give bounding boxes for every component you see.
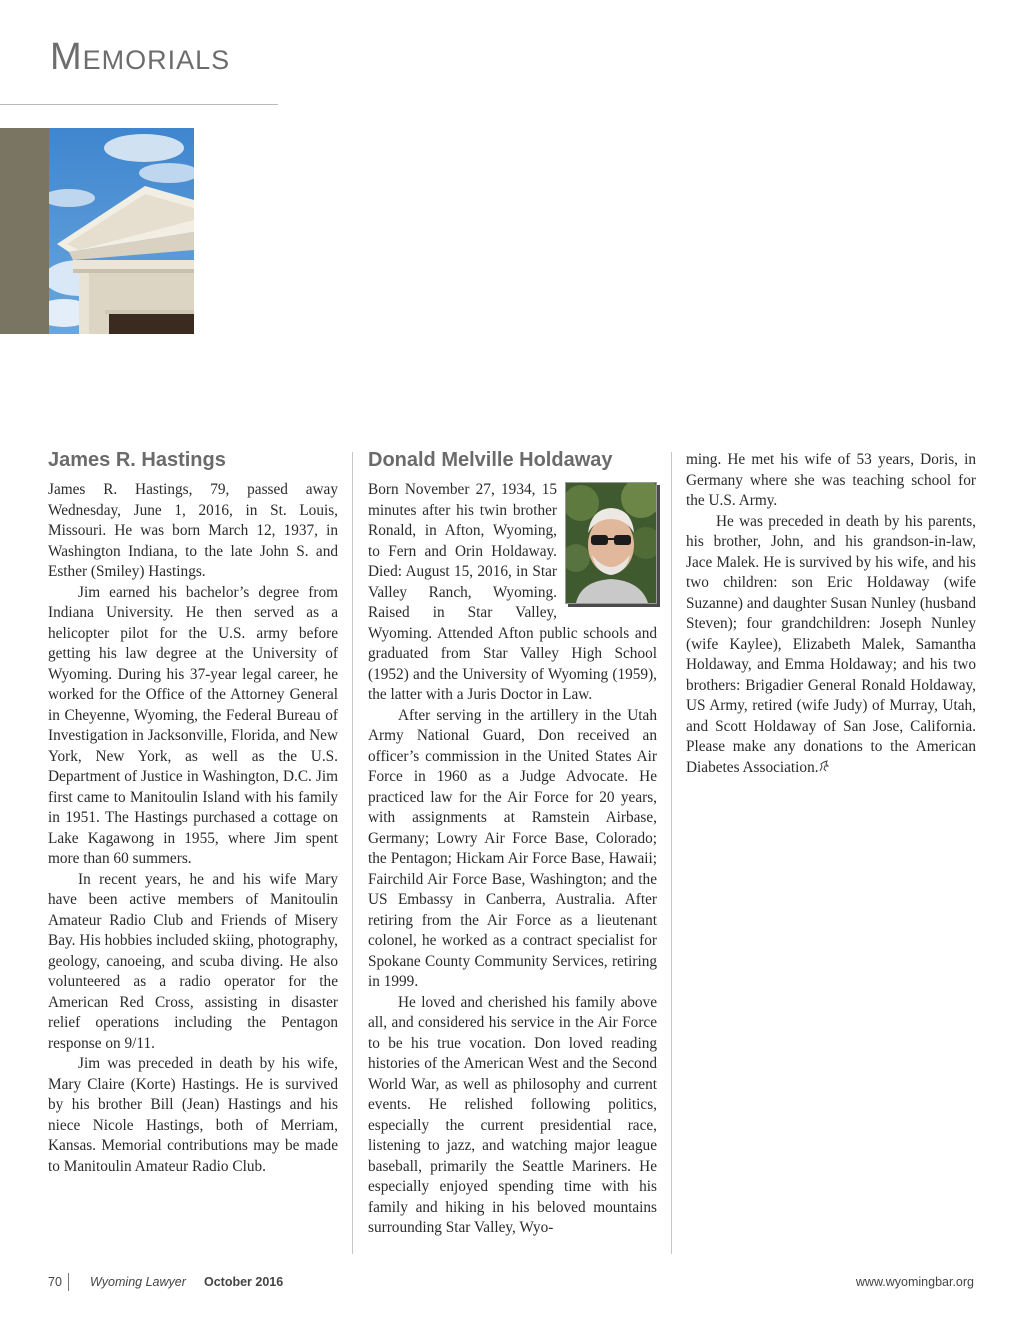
paragraph: Jim earned his bachelor’s degree from Indiana University. He then served as a helicopter pilot for the U.S. army before getting his law degree at the University of Wyoming. During his 37-year legal career, he worked for the Office of the Attorney General in Cheyenne, Wyoming, the Federal Bureau of Investigation in Jacksonville, Florida, and New York, New York, as well as the U.S. Department of Justice in Washington, D.C. Jim first came to Manitoulin Island with his family in 1951. The Hastings purchased a cottage on Lake Kagawong in 1955, where Jim spent more than 60 summers. — [48, 583, 338, 867]
memorial-heading: James R. Hastings — [48, 449, 226, 471]
paragraph-text: He was preceded in death by his parents, his brother, John, and his grandson-in-law, Jace Malek. He is survived by his wife, and his two children: son Eric Holdaway (wife Suzanne) and daughter Susan Nunley (husband Steven); four grandchildren: Joseph Nunley (wife Kaylee), Elizabeth Malek, Samantha Holdaway, and Emma Holdaway; and his two brothers: Brigadier General Ronald Holdaway, US Army, retired (wife Judy) of Murray, Utah, and Scott Holdaway of San Jose, California. Please make any donations to the American Diabetes Association. — [686, 512, 976, 776]
paragraph: James R. Hastings, 79, passed away Wednesday, June 1, 2016, in St. Louis, Missouri. He was born March 12, 1937, in Washington Indiana, to the late John S. and Esther (Smiley) Hastings. — [48, 481, 338, 580]
paragraph-with-end-mark — [686, 512, 976, 779]
page-number: 70 — [48, 1275, 62, 1289]
paragraph: ming. He met his wife of 53 years, Doris, in Germany where she was teaching school for the U.S. Army. — [686, 451, 976, 509]
photo-side-band — [0, 128, 49, 334]
issue-date: October 2016 — [204, 1275, 284, 1289]
donald-holdaway-portrait-photo — [566, 483, 656, 603]
section-title: Memorials — [50, 36, 231, 78]
page-footer — [48, 1273, 974, 1293]
paragraph: He loved and cherished his family above all, and considered his service in the Air Force to be his true vocation. Don loved reading histories of the American West and the Second World War, as well as philosophy and current events. He relished following politics, especially the current presidential race, listening to jazz, and watching major league baseball, primarily the Seattle Mariners. He especially enjoyed spending time with his family and hiking in his beloved mountains surrounding Star Valley, Wyo- — [368, 993, 657, 1236]
title-rule — [0, 104, 278, 105]
memorial-heading: Donald Melville Holdaway — [368, 449, 613, 471]
courthouse-pediment-photo — [49, 128, 194, 334]
column-divider — [352, 452, 353, 1254]
paragraph: Jim was preceded in death by his wife, Mary Claire (Korte) Hastings. He is survived by his brother Bill (Jean) Hastings and his niece Nicole Hastings, both of Merriam, Kansas. Memorial contributions may be made to Manitoulin Amateur Radio Club. — [48, 1055, 338, 1175]
memorial-holdaway-continued — [686, 450, 976, 778]
portrait-photo — [565, 482, 657, 604]
memorial-holdaway — [368, 448, 657, 1239]
wyoming-bucking-horse-icon — [819, 760, 829, 772]
header-photo — [0, 128, 194, 334]
paragraph: After serving in the artillery in the Utah Army National Guard, Don received an officer’s commission in the United States Air Force in 1960 as a Judge Advocate. He practiced law for the Air Force for 20 years, with assignments at Ramstein Airbase, Germany; Lowry Air Force Base, Colorado; the Pentagon; Hickam Air Force Base, Hawaii; Fairchild Air Force Base, Washington; and the US Embassy in Canberra, Australia. After retiring from the Air Force as a lieutenant colonel, he worked as a contract specialist for Spokane County Community Services, retiring in 1999. — [368, 706, 657, 990]
magazine-name: Wyoming Lawyer — [90, 1275, 186, 1289]
column-divider — [671, 452, 672, 1254]
memorial-hastings — [48, 448, 338, 1177]
footer-divider — [68, 1273, 69, 1291]
website-url: www.wyomingbar.org — [855, 1275, 974, 1289]
paragraph: Born November 27, 1934, 15 minutes after his twin brother Ronald, in Afton, Wyoming, to Fern and Orin Holdaway. Died: August 15, 2016, in Star Valley Ranch, Wyoming. Raised in Star Valley, Wyoming. Attended Afton public schools and graduated from Star Valley High School (1952) and the University of Wyoming (1959), the latter with a Juris Doctor in Law. — [368, 481, 657, 703]
paragraph: In recent years, he and his wife Mary have been active members of Manitoulin Amateur Radio Club and Friends of Misery Bay. His hobbies included skiing, photography, geology, canoeing, and scuba diving. He also volunteered as a radio operator for the American Red Cross, assisting in disaster relief operations including the Pentagon response on 9/11. — [48, 870, 338, 1052]
